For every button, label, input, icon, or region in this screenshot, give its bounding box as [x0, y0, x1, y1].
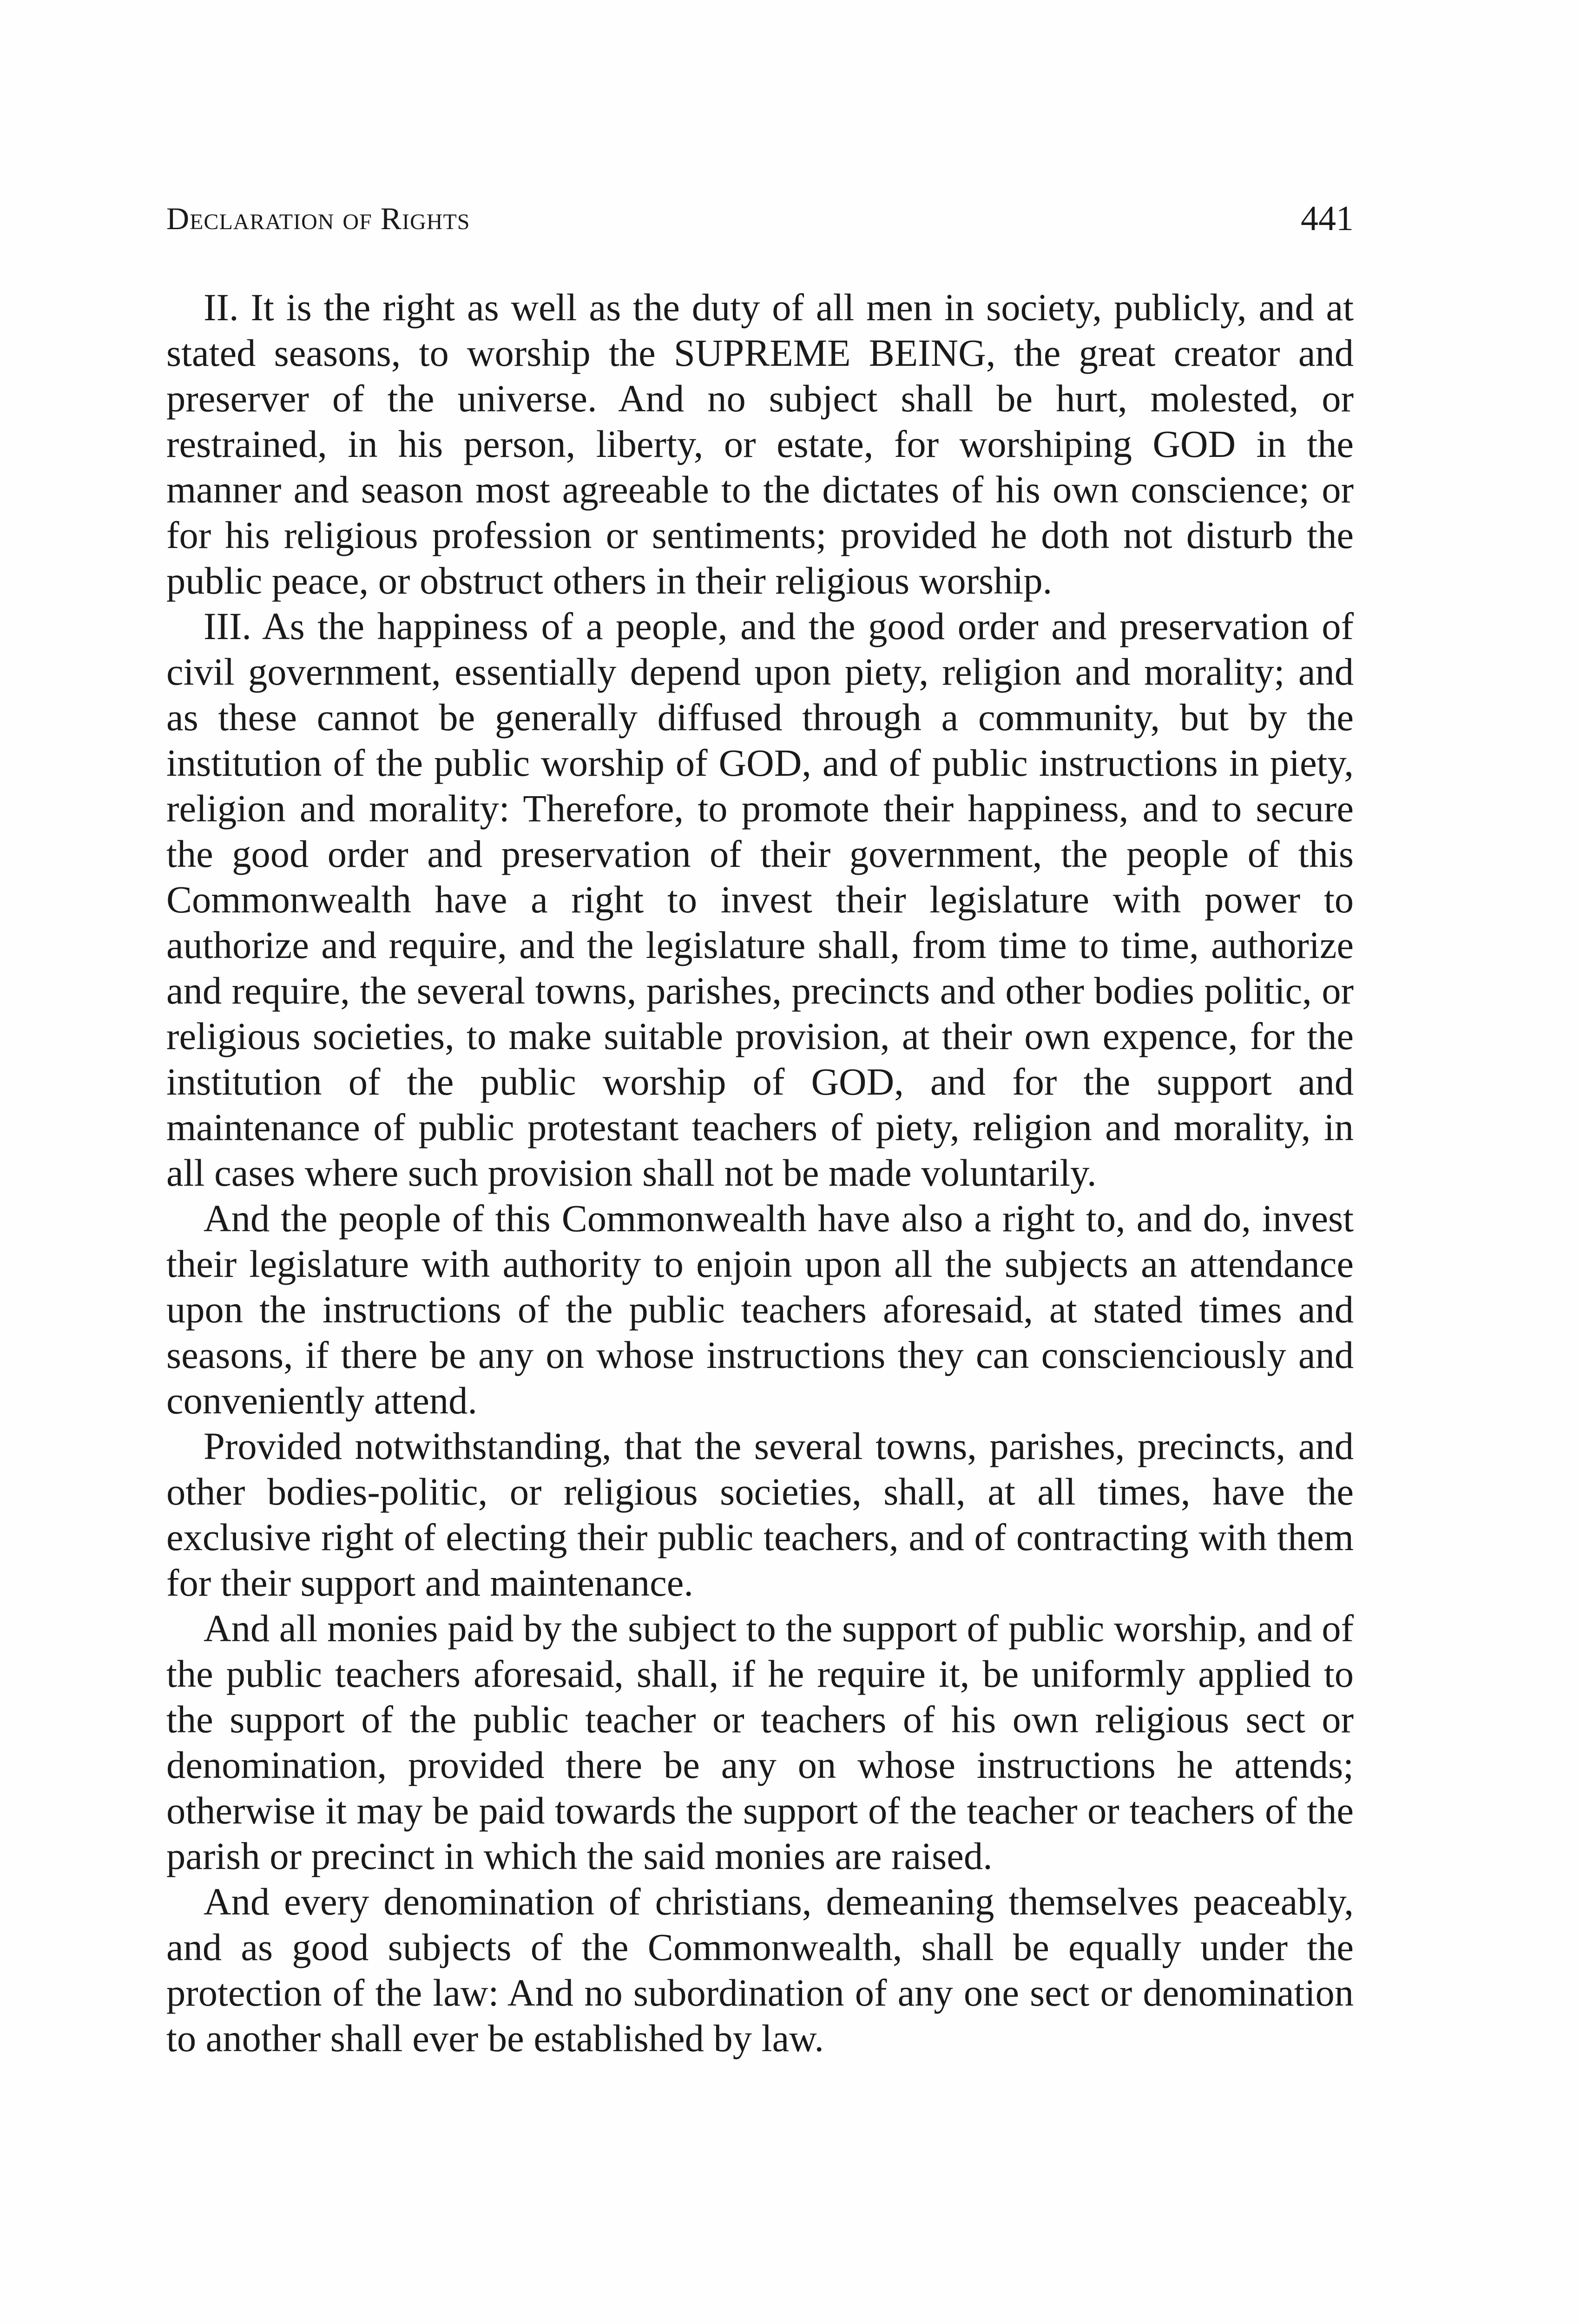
paragraph-attendance: And the people of this Commonwealth have also a right to, and do, invest their legislature with authority to enjoin upon all the subjects an attendance upon the instructions of the public teachers aforesaid, at stated times and seasons, if there be any on whose instructions they can conscienciously and conveniently attend. [166, 1197, 1354, 1422]
body-text [166, 284, 1354, 2061]
paragraph-denominations: And every denomination of christians, demeaning themselves peaceably, and as good subjects of the Commonwealth, shall be equally under the protection of the law: And no subordination of any one sect or denomination to another shall ever be established by law. [166, 1880, 1354, 2060]
paragraph-article-2: II. It is the right as well as the duty of all men in society, publicly, and at stated seasons, to worship the SUPREME BEING, the great creator and preserver of the universe. And no subject shall be hurt, molested, or restrained, in his person, liberty, or estate, for worshiping GOD in the manner and season most agreeable to the dictates of his own conscience; or for his religious profession or sentiments; provided he doth not disturb the public peace, or obstruct others in their religious worship. [166, 286, 1354, 602]
paragraph-proviso: Provided notwithstanding, that the several towns, parishes, precincts, and other bodies-politic, or religious societies, shall, at all times, have the exclusive right of electing their public teachers, and of contracting with them for their support and maintenance. [166, 1425, 1354, 1604]
running-head [166, 198, 1354, 239]
page-number: 441 [1301, 199, 1354, 238]
paragraph-monies: And all monies paid by the subject to the support of public worship, and of the public teachers aforesaid, shall, if he require it, be uniformly applied to the support of the public teacher or teachers of his own religious sect or denomination, provided there be any on whose instructions he attends; otherwise it may be paid towards the support of the teacher or teachers of the parish or precinct in which the said monies are raised. [166, 1607, 1354, 1877]
paragraph-article-3: III. As the happiness of a people, and the good order and preservation of civil government, essentially depend upon piety, religion and morality; and as these cannot be generally diffused through a community, but by the institution of the public worship of GOD, and of public instructions in piety, religion and morality: Therefore, to promote their happiness, and to secure the good order and preservation of their government, the people of this Commonwealth have a right to invest their legislature with power to authorize and require, and the legislature shall, from time to time, authorize and require, the several towns, parishes, precincts and other bodies politic, or religious societies, to make suitable provision, at their own expence, for the institution of the public worship of GOD, and for the support and maintenance of public protestant teachers of piety, religion and morality, in all cases where such provision shall not be made voluntarily. [166, 605, 1354, 1194]
running-title: Declaration of Rights [166, 201, 470, 236]
